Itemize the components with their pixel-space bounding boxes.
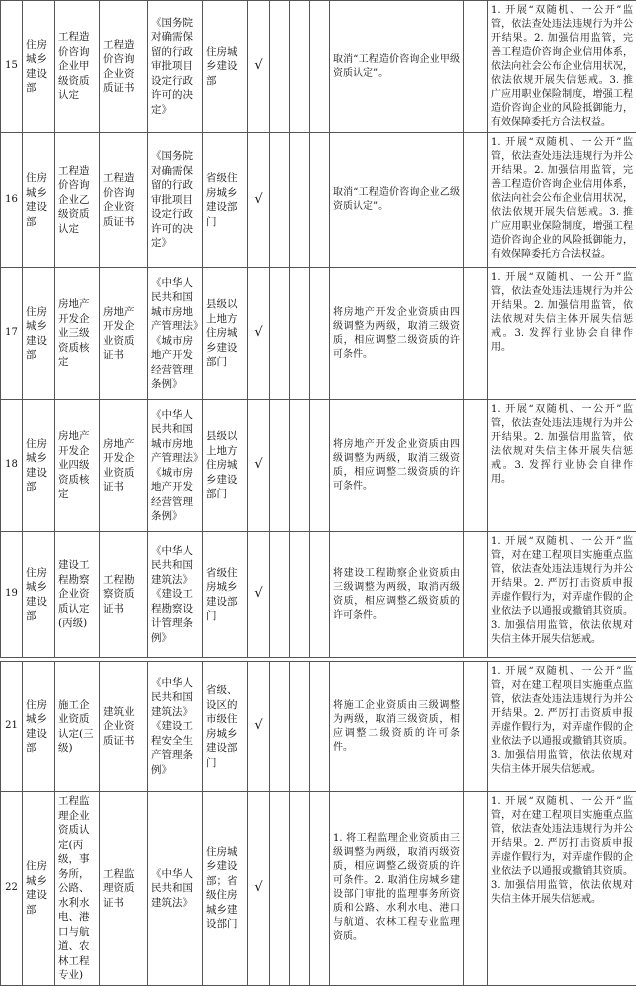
table-row bbox=[1, 1, 636, 133]
row-number: 17 bbox=[1, 268, 23, 400]
empty-cell bbox=[310, 268, 330, 400]
authority-cell: 省级住房城乡建设部门 bbox=[203, 133, 248, 268]
empty-cell bbox=[464, 133, 488, 268]
item-name-cell: 施工企业资质认定(三级) bbox=[55, 662, 100, 792]
empty-cell bbox=[310, 1, 330, 133]
department-cell: 住房城乡建设部 bbox=[23, 662, 55, 792]
legal-basis-cell: 《中华人民共和国城市房地产管理法》《城市房地产开发经营管理条例》 bbox=[148, 400, 203, 532]
row-number: 21 bbox=[1, 662, 23, 792]
certificate-cell: 建筑业企业资质证书 bbox=[100, 662, 148, 792]
empty-cell bbox=[270, 400, 290, 532]
supervision-measures-cell: 1. 开展“双随机、一公开”监管，对在建工程项目实施重点监管，依法查处违法违规行为并公开结果。2. 严厉打击资质申报弄虚作假行为，对弄虚作假的企业依法予以通报或撤销其资质。3. 加强信用监管，依法依规对失信主体开展失信惩戒。 bbox=[488, 662, 636, 792]
check-mark: √ bbox=[248, 400, 270, 532]
check-mark: √ bbox=[248, 133, 270, 268]
empty-cell bbox=[290, 532, 310, 658]
certificate-cell: 工程监理资质证书 bbox=[100, 792, 148, 986]
legal-basis-cell: 《国务院对确需保留的行政审批项目设定行政许可的决定》 bbox=[148, 1, 203, 133]
empty-cell bbox=[290, 1, 310, 133]
reform-content-cell: 将建设工程勘察企业资质由三级调整为两级，取消丙级资质，相应调整乙级资质的许可条件。 bbox=[330, 532, 464, 658]
empty-cell bbox=[310, 662, 330, 792]
empty-cell bbox=[270, 532, 290, 658]
check-mark: √ bbox=[248, 1, 270, 133]
empty-cell bbox=[310, 792, 330, 986]
supervision-measures-cell: 1. 开展“双随机、一公开”监管，依法查处违法违规行为并公开结果。2. 加强信用监管，依法依规对失信主体开展失信惩戒。3. 发挥行业协会自律作用。 bbox=[488, 268, 636, 400]
item-name-cell: 房地产开发企业三级资质核定 bbox=[55, 268, 100, 400]
authority-cell: 县级以上地方住房城乡建设部门 bbox=[203, 268, 248, 400]
empty-cell bbox=[270, 1, 290, 133]
table-row bbox=[1, 792, 636, 986]
certificate-cell: 工程造价咨询企业资质证书 bbox=[100, 1, 148, 133]
authority-cell: 住房城乡建设部；省级住房城乡建设部门 bbox=[203, 792, 248, 986]
table-row bbox=[1, 662, 636, 792]
table-row bbox=[1, 268, 636, 400]
empty-cell bbox=[310, 532, 330, 658]
table-body bbox=[1, 1, 636, 986]
certificate-cell: 房地产开发企业资质证书 bbox=[100, 268, 148, 400]
empty-cell bbox=[290, 662, 310, 792]
check-mark: √ bbox=[248, 792, 270, 986]
empty-cell bbox=[464, 1, 488, 133]
legal-basis-cell: 《中华人民共和国城市房地产管理法》《城市房地产开发经营管理条例》 bbox=[148, 268, 203, 400]
certificate-cell: 工程勘察资质证书 bbox=[100, 532, 148, 658]
item-name-cell: 工程造价咨询企业甲级资质认定 bbox=[55, 1, 100, 133]
row-number: 15 bbox=[1, 1, 23, 133]
reform-content-cell: 将施工企业资质由三级调整为两级，取消三级资质，相应调整二级资质的许可条件。 bbox=[330, 662, 464, 792]
department-cell: 住房城乡建设部 bbox=[23, 532, 55, 658]
reform-content-cell: 取消“工程造价咨询企业甲级资质认定”。 bbox=[330, 1, 464, 133]
department-cell: 住房城乡建设部 bbox=[23, 1, 55, 133]
reform-content-cell: 将房地产开发企业资质由四级调整为两级，取消三级资质，相应调整二级资质的许可条件。 bbox=[330, 400, 464, 532]
authority-cell: 县级以上地方住房城乡建设部门 bbox=[203, 400, 248, 532]
reform-content-cell: 将房地产开发企业资质由四级调整为两级，取消三级资质，相应调整二级资质的许可条件。 bbox=[330, 268, 464, 400]
empty-cell bbox=[464, 662, 488, 792]
department-cell: 住房城乡建设部 bbox=[23, 400, 55, 532]
item-name-cell: 建设工程勘察企业资质认定(丙级) bbox=[55, 532, 100, 658]
authority-cell: 省级、设区的市级住房城乡建设部门 bbox=[203, 662, 248, 792]
authority-cell: 住房城乡建设部 bbox=[203, 1, 248, 133]
supervision-measures-cell: 1. 开展“双随机、一公开”监管，依法查处违法违规行为并公开结果。2. 加强信用监管，完善工程造价咨询企业信用体系，依法向社会公布企业信用状况，依法依规开展失信惩戒。3. 推广应用职业保险制度，增强工程造价咨询企业的风险抵御能力，有效保障委托方合法权益。 bbox=[488, 1, 636, 133]
authority-cell: 省级住房城乡建设部门 bbox=[203, 532, 248, 658]
empty-cell bbox=[270, 268, 290, 400]
empty-cell bbox=[290, 133, 310, 268]
legal-basis-cell: 《中华人民共和国建筑法》 bbox=[148, 792, 203, 986]
legal-basis-cell: 《中华人民共和国建筑法》《建设工程安全生产管理条例》 bbox=[148, 662, 203, 792]
table-row bbox=[1, 532, 636, 658]
department-cell: 住房城乡建设部 bbox=[23, 792, 55, 986]
empty-cell bbox=[270, 792, 290, 986]
supervision-measures-cell: 1. 开展“双随机、一公开”监管，对在建工程项目实施重点监管，依法查处违法违规行为并公开结果。2. 严厉打击资质申报弄虚作假行为，对弄虚作假的企业依法予以通报或撤销其资质。3. 加强信用监管，依法依规对失信主体开展失信惩戒。 bbox=[488, 532, 636, 658]
legal-basis-cell: 《国务院对确需保留的行政审批项目设定行政许可的决定》 bbox=[148, 133, 203, 268]
empty-cell bbox=[310, 400, 330, 532]
reform-content-cell: 取消“工程造价咨询企业乙级资质认定”。 bbox=[330, 133, 464, 268]
item-name-cell: 房地产开发企业四级资质核定 bbox=[55, 400, 100, 532]
row-number: 16 bbox=[1, 133, 23, 268]
check-mark: √ bbox=[248, 532, 270, 658]
empty-cell bbox=[464, 532, 488, 658]
item-name-cell: 工程监理企业资质认定(丙级，事务所，公路、水利水电、港口与航道、农林工程专业) bbox=[55, 792, 100, 986]
certificate-cell: 工程造价咨询企业资质证书 bbox=[100, 133, 148, 268]
empty-cell bbox=[290, 792, 310, 986]
department-cell: 住房城乡建设部 bbox=[23, 268, 55, 400]
table-row bbox=[1, 133, 636, 268]
supervision-measures-cell: 1. 开展“双随机、一公开”监管，对在建工程项目实施重点监管，依法查处违法违规行为并公开结果。2. 严厉打击资质申报弄虚作假行为，对弄虚作假的企业依法予以通报或撤销其资质。3. 加强信用监管，依法依规对失信主体开展失信惩戒。 bbox=[488, 792, 636, 986]
empty-cell bbox=[464, 792, 488, 986]
table-row bbox=[1, 400, 636, 532]
department-cell: 住房城乡建设部 bbox=[23, 133, 55, 268]
row-number: 18 bbox=[1, 400, 23, 532]
check-mark: √ bbox=[248, 662, 270, 792]
empty-cell bbox=[310, 133, 330, 268]
empty-cell bbox=[464, 400, 488, 532]
certificate-cell: 房地产开发企业资质证书 bbox=[100, 400, 148, 532]
empty-cell bbox=[290, 400, 310, 532]
row-number: 22 bbox=[1, 792, 23, 986]
empty-cell bbox=[270, 133, 290, 268]
row-number: 19 bbox=[1, 532, 23, 658]
supervision-measures-cell: 1. 开展“双随机、一公开”监管，依法查处违法违规行为并公开结果。2. 加强信用监管，依法依规对失信主体开展失信惩戒。3. 发挥行业协会自律作用。 bbox=[488, 400, 636, 532]
empty-cell bbox=[270, 662, 290, 792]
check-mark: √ bbox=[248, 268, 270, 400]
empty-cell bbox=[464, 268, 488, 400]
empty-cell bbox=[290, 268, 310, 400]
supervision-measures-cell: 1. 开展“双随机、一公开”监管，依法查处违法违规行为并公开结果。2. 加强信用监管，完善工程造价咨询企业信用体系，依法向社会公布企业信用状况，依法依规开展失信惩戒。3. 推广应用职业保险制度，增强工程造价咨询企业的风险抵御能力，有效保障委托方合法权益。 bbox=[488, 133, 636, 268]
item-name-cell: 工程造价咨询企业乙级资质认定 bbox=[55, 133, 100, 268]
reform-content-cell: 1. 将工程监理企业资质由三级调整为两级，取消丙级资质，相应调整乙级资质的许可条件。2. 取消住房城乡建设部门审批的监理事务所资质和公路、水利水电、港口与航道、农林工程专业监理资质。 bbox=[330, 792, 464, 986]
legal-basis-cell: 《中华人民共和国建筑法》《建设工程勘察设计管理条例》 bbox=[148, 532, 203, 658]
